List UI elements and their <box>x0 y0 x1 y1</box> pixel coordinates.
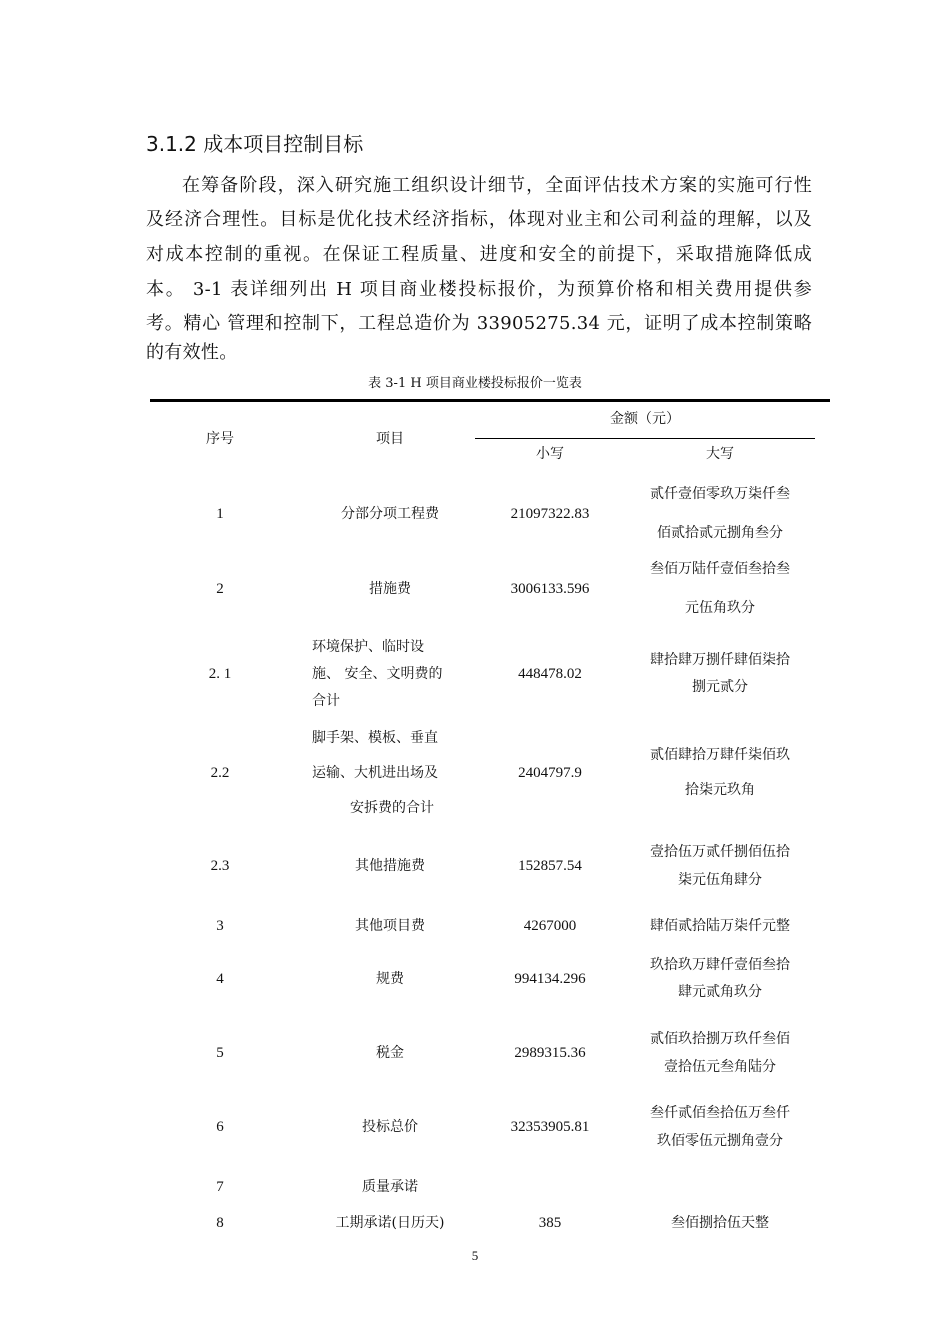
row-item-line: 运输、大机进出场及 <box>312 764 438 781</box>
row-seq: 2.2 <box>210 764 230 781</box>
paragraph-line: 在筹备阶段，深入研究施工组织设计细节，全面评估技术方案的实施可行性 <box>182 175 812 196</box>
row-item-line: 施、 安全、文明费的 <box>312 665 443 682</box>
row-big-amount <box>630 952 810 1006</box>
row-big-amount-line: 壹拾伍万贰仟捌佰伍拾 <box>650 844 790 860</box>
row-item-line: 脚手架、模板、垂直 <box>312 729 438 746</box>
row-big-amount <box>630 1210 810 1237</box>
row-item-line: 措施费 <box>369 580 411 597</box>
row-big-amount-line: 贰佰肆拾万肆仟柒佰玖 <box>650 747 790 763</box>
row-small-amount: 4267000 <box>523 917 577 934</box>
row-item-line: 其他项目费 <box>355 917 425 934</box>
header-seq: 序号 <box>206 431 234 447</box>
row-small-amount: 152857.54 <box>518 857 582 874</box>
row-item <box>300 501 480 528</box>
row-item-line: 规费 <box>376 970 404 987</box>
row-big-amount-line: 玖拾玖万肆仟壹佰叁拾 <box>650 957 790 973</box>
row-big-amount-line: 贰佰玖拾捌万玖仟叁佰 <box>650 1031 790 1047</box>
paragraph-line: 对成本控制的重视。在保证工程质量、进度和安全的前提下，采取措施降低成 <box>146 244 812 265</box>
header-amount: 金额（元） <box>610 411 680 427</box>
row-big-amount-line: 肆元贰角玖分 <box>678 984 762 1000</box>
paragraph-line: 及经济合理性。目标是优化技术经济指标，体现对业主和公司利益的理解，以及 <box>146 209 812 230</box>
row-big-amount <box>630 550 810 628</box>
table-top-rule <box>150 399 830 402</box>
row-item <box>312 721 472 826</box>
row-item-line: 税金 <box>376 1044 404 1061</box>
row-seq: 5 <box>216 1044 224 1061</box>
row-seq: 8 <box>216 1214 224 1231</box>
row-seq: 2.3 <box>210 857 230 874</box>
row-item-line: 合计 <box>312 692 340 709</box>
header-item: 项目 <box>376 431 404 447</box>
paragraph-line: 的有效性。 <box>146 342 238 363</box>
row-big-amount-line: 贰仟壹佰零玖万柒仟叁 <box>650 486 790 502</box>
row-big-amount <box>630 913 810 940</box>
section-heading: 3.1.2 成本项目控制目标 <box>146 132 364 156</box>
row-item <box>300 1210 480 1237</box>
row-small-amount: 21097322.83 <box>510 505 590 522</box>
row-small-amount: 385 <box>538 1214 562 1231</box>
row-small-amount: 994134.296 <box>514 970 586 987</box>
row-big-amount <box>630 475 810 553</box>
row-item-line: 其他措施费 <box>355 857 425 874</box>
row-item-line: 分部分项工程费 <box>341 505 439 522</box>
row-big-amount <box>630 838 810 894</box>
row-big-amount <box>630 647 810 701</box>
row-seq: 4 <box>216 970 224 987</box>
row-seq: 2. 1 <box>208 665 232 682</box>
header-small: 小写 <box>536 446 564 462</box>
row-small-amount: 3006133.596 <box>510 580 590 597</box>
row-item <box>300 913 480 940</box>
row-small-amount: 2989315.36 <box>514 1044 586 1061</box>
paragraph-line: 本。 3-1 表详细列出 H 项目商业楼投标报价，为预算价格和相关费用提供参 <box>146 279 812 300</box>
row-item-line: 安拆费的合计 <box>350 799 434 816</box>
row-seq: 2 <box>216 580 224 597</box>
paragraph-line: 考。精心 管理和控制下，工程总造价为 33905275.34 元，证明了成本控制策略 <box>146 313 812 334</box>
row-seq: 1 <box>216 505 224 522</box>
row-item <box>300 853 480 880</box>
row-big-amount-line: 拾柒元玖角 <box>685 782 755 798</box>
row-big-amount <box>630 1025 810 1081</box>
row-big-amount-line: 肆拾肆万捌仟肆佰柒拾 <box>650 652 790 668</box>
row-big-amount-line: 叁佰万陆仟壹佰叁拾叁 <box>650 561 790 577</box>
row-big-amount-line: 叁仟贰佰叁拾伍万叁仟 <box>650 1105 790 1121</box>
row-big-amount-line: 元伍角玖分 <box>685 600 755 616</box>
row-small-amount: 448478.02 <box>518 665 582 682</box>
row-item-line: 环境保护、临时设 <box>312 638 424 655</box>
row-seq: 3 <box>216 917 224 934</box>
row-item <box>300 1040 480 1067</box>
row-big-amount-line: 佰贰拾贰元捌角叁分 <box>657 525 783 541</box>
row-big-amount-line: 肆佰贰拾陆万柒仟元整 <box>650 917 790 934</box>
row-item-line: 投标总价 <box>362 1118 418 1135</box>
row-big-amount-line: 玖佰零伍元捌角壹分 <box>657 1133 783 1149</box>
row-big-amount <box>630 738 810 808</box>
row-big-amount-line: 捌元贰分 <box>692 679 748 695</box>
row-item <box>300 576 480 603</box>
row-item-line: 工期承诺(日历天) <box>335 1214 445 1231</box>
row-item <box>312 634 472 715</box>
row-big-amount-line: 壹拾伍元叁角陆分 <box>664 1059 776 1075</box>
row-item-line: 质量承诺 <box>362 1178 418 1195</box>
row-big-amount-line: 柒元伍角肆分 <box>678 872 762 888</box>
row-small-amount: 32353905.81 <box>510 1118 590 1135</box>
row-big-amount <box>630 1099 810 1155</box>
row-seq: 6 <box>216 1118 224 1135</box>
row-item <box>300 966 480 993</box>
table-caption: 表 3-1 H 项目商业楼投标报价一览表 <box>368 376 582 391</box>
row-item <box>300 1114 480 1141</box>
row-item <box>300 1174 480 1201</box>
row-big-amount-line: 叁佰捌拾伍天整 <box>671 1214 769 1231</box>
page-number: 5 <box>471 1248 479 1263</box>
row-seq: 7 <box>216 1178 224 1195</box>
row-small-amount: 2404797.9 <box>518 764 582 781</box>
amount-header-rule <box>475 438 815 439</box>
header-big: 大写 <box>706 446 734 462</box>
